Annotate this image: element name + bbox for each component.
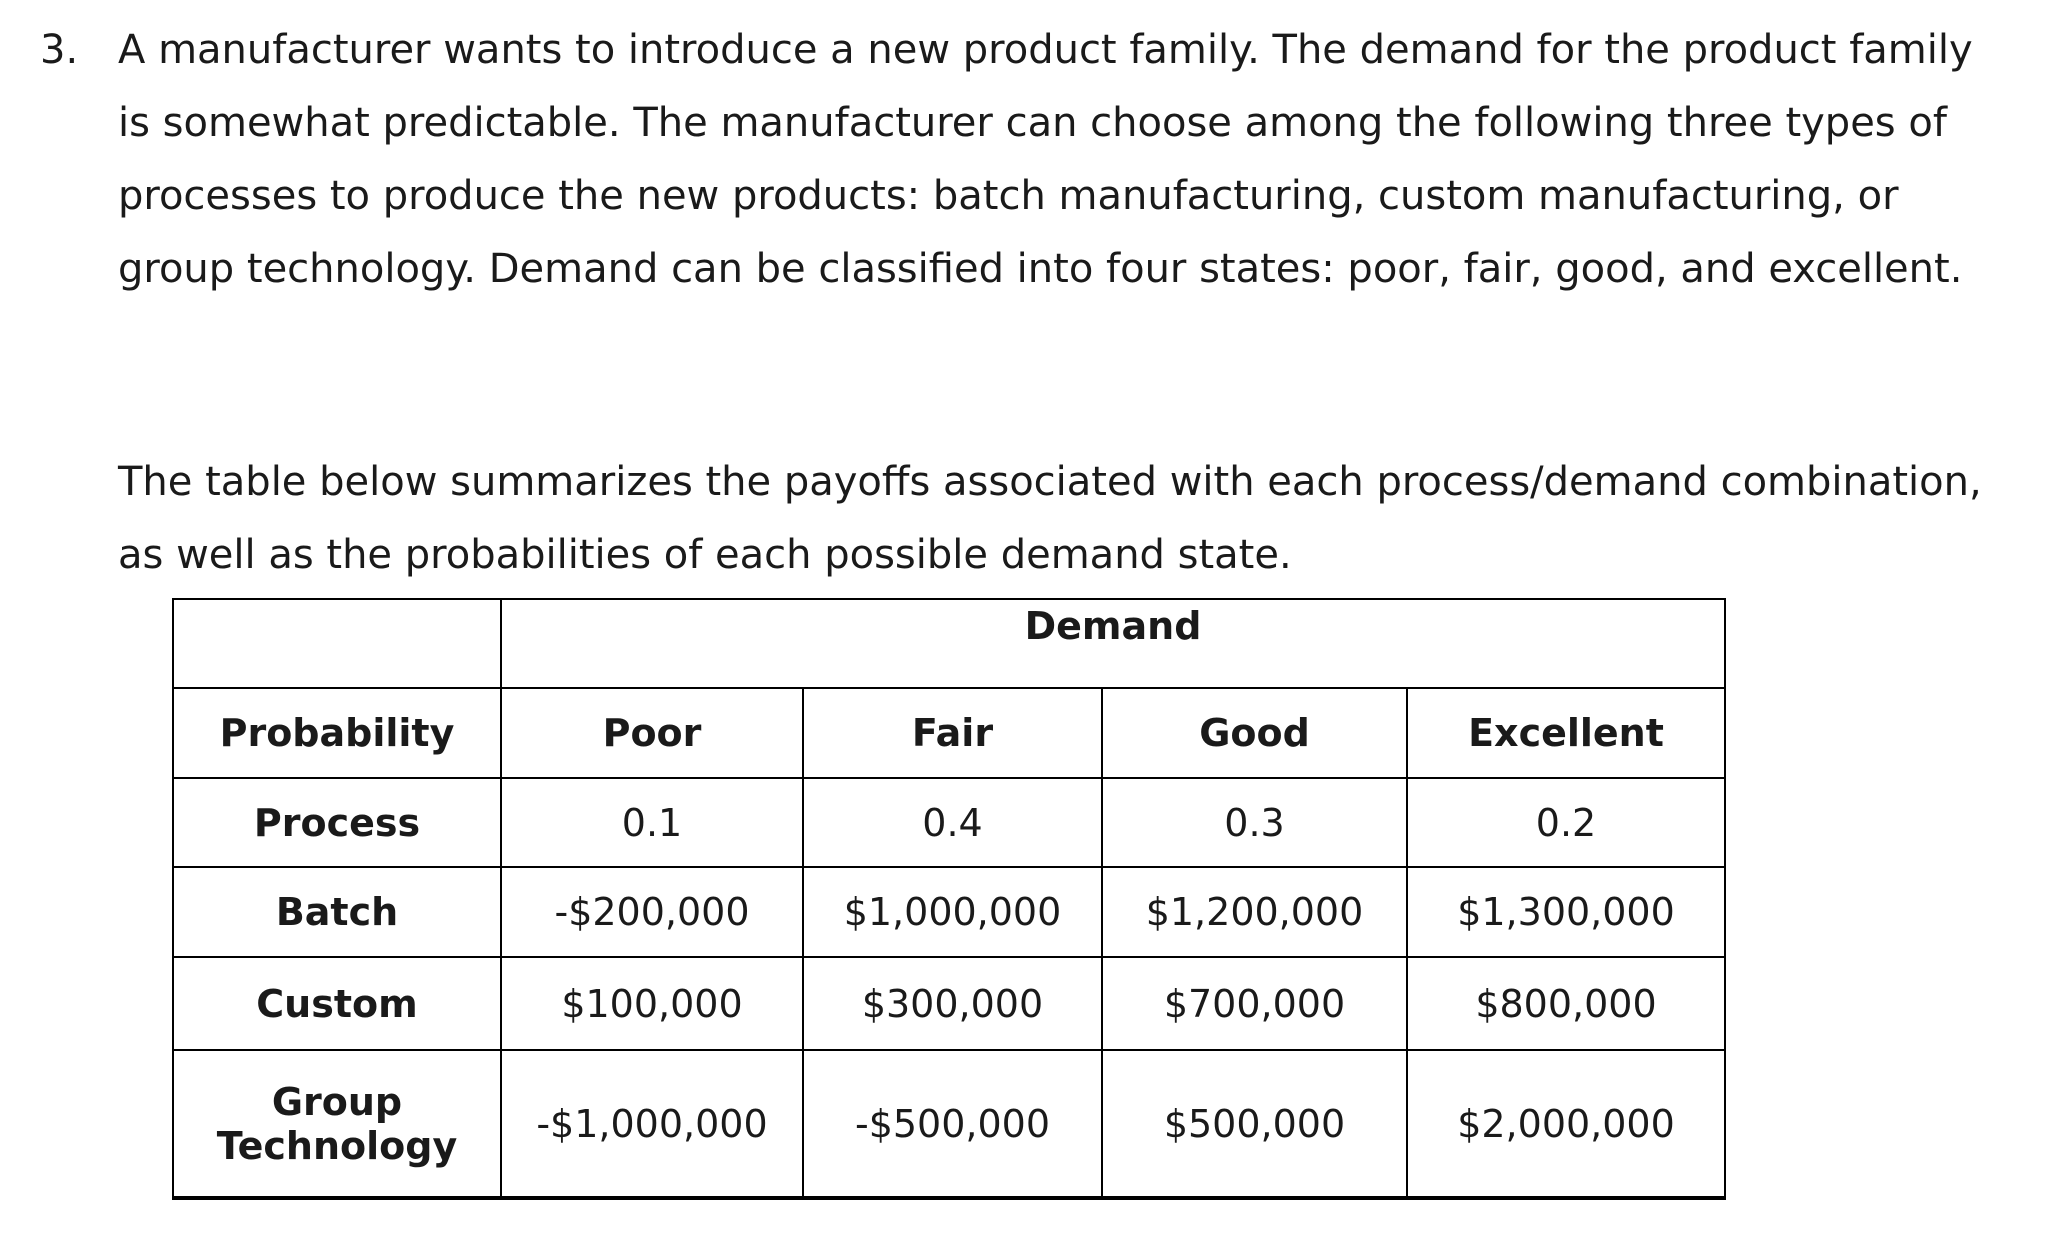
column-header-excellent: Excellent xyxy=(1407,688,1725,778)
empty-corner-cell xyxy=(173,599,501,688)
process-label-cell: Process xyxy=(173,778,501,867)
probability-cell-poor: 0.1 xyxy=(501,778,803,867)
probability-label-cell: Probability xyxy=(173,688,501,778)
payoff-cell: $800,000 xyxy=(1407,957,1725,1050)
payoff-cell: -$1,000,000 xyxy=(501,1050,803,1198)
column-header-fair: Fair xyxy=(803,688,1102,778)
row-label-batch: Batch xyxy=(173,867,501,957)
demand-state-row xyxy=(173,688,1725,778)
row-label-custom: Custom xyxy=(173,957,501,1050)
payoff-cell: $1,300,000 xyxy=(1407,867,1725,957)
probability-cell-excellent: 0.2 xyxy=(1407,778,1725,867)
question-block xyxy=(40,14,2000,306)
probability-cell-fair: 0.4 xyxy=(803,778,1102,867)
column-header-good: Good xyxy=(1102,688,1407,778)
probability-row xyxy=(173,778,1725,867)
payoff-cell: $700,000 xyxy=(1102,957,1407,1050)
question-text: A manufacturer wants to introduce a new product family. The demand for the product family is somewhat predictable. The manufacturer can choose among the following three types of processes to produce the new products: batch manufacturing, custom manufacturing, or group technology. Demand can be classified into four states: poor, fair, good, and excellent. xyxy=(118,27,1973,292)
row-label-group-technology: Group Technology xyxy=(173,1050,501,1198)
table-row-group-technology xyxy=(173,1050,1725,1198)
question-number: 3. xyxy=(40,27,79,73)
payoff-cell: -$500,000 xyxy=(803,1050,1102,1198)
table-row-batch xyxy=(173,867,1725,957)
payoff-table xyxy=(172,598,1726,1200)
payoff-cell: $1,000,000 xyxy=(803,867,1102,957)
payoff-cell: $2,000,000 xyxy=(1407,1050,1725,1198)
table-intro-text: The table below summarizes the payoffs associated with each process/demand combination, as well as the probabilities of each possible demand state. xyxy=(118,459,1982,578)
probability-cell-good: 0.3 xyxy=(1102,778,1407,867)
payoff-cell: -$200,000 xyxy=(501,867,803,957)
payoff-cell: $500,000 xyxy=(1102,1050,1407,1198)
demand-header-cell: Demand xyxy=(501,599,1725,688)
table-row-custom xyxy=(173,957,1725,1050)
demand-header-row xyxy=(173,599,1725,688)
payoff-cell: $300,000 xyxy=(803,957,1102,1050)
payoff-cell: $100,000 xyxy=(501,957,803,1050)
column-header-poor: Poor xyxy=(501,688,803,778)
payoff-cell: $1,200,000 xyxy=(1102,867,1407,957)
